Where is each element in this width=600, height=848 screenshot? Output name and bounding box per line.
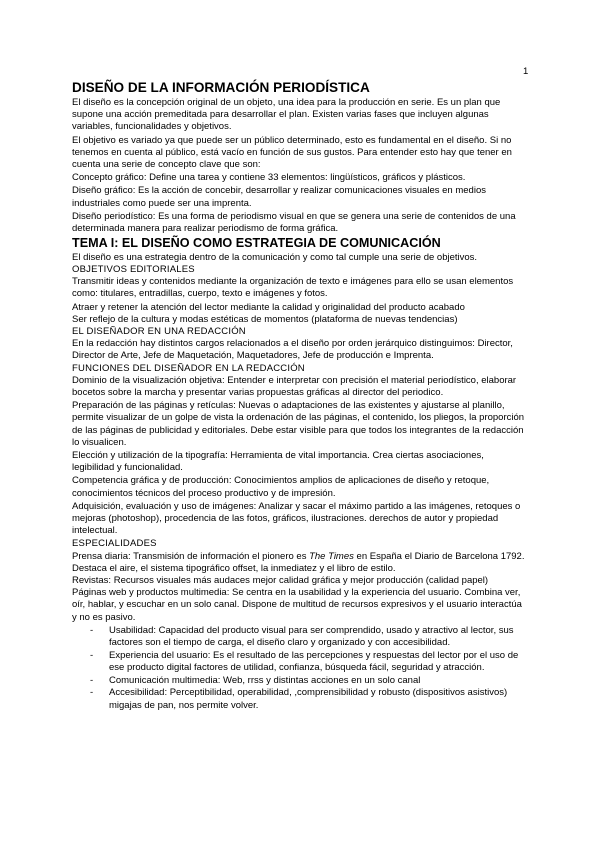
especialidad-paginas-web: Páginas web y productos multimedia: Se centra en la usabilidad y la experiencia del usuario. Combina ver, oír, hablar, y escuchar en un solo canal. Dispone de multitud de recursos expresivos y el usuario interactúa y no es pasivo. — [72, 587, 522, 623]
section-title-tema-1: TEMA I: EL DISEÑO COMO ESTRATEGIA DE COMUNICACIÓN — [72, 236, 441, 251]
bullet-list — [72, 625, 528, 712]
funcion-item: Elección y utilización de la tipografía: Herramienta de vital importancia. Crea ciertas asociaciones, legibilidad y funcionalidad. — [72, 449, 484, 474]
document-title: DISEÑO DE LA INFORMACIÓN PERIODÍSTICA — [72, 80, 370, 95]
funcion-item: Preparación de las páginas y retículas: Nuevas o adaptaciones de las existentes y ajustarse al planillo, permite visualizar de un golpe de vista la ordenación de las páginas, el contenido, los pliegos, la proporción de las páginas de publicidad y editoriales. Debe estar visible para que todos los integrantes de la redacción lo visualicen. — [72, 400, 525, 448]
redaccion-paragraph: En la redacción hay distintos cargos relacionados a el diseño por orden jerárquico distinguimos: Director, Director de Arte, Jefe de Maquetación, Maquetadores, Jefe de producción e Imprenta. — [72, 338, 513, 362]
prensa-newspaper-name: The Times — [309, 550, 354, 562]
tema-intro: El diseño es una estrategia dentro de la comunicación y como tal cumple una serie de objetivos. — [72, 251, 478, 263]
bullet-text: Usabilidad: Capacidad del producto visual para ser comprendido, usado y atractivo al lector, sus factores son el tiempo de carga, el diseño claro y organizado y con accesibilidad. — [109, 624, 514, 649]
bullet-text: Accesibilidad: Perceptibilidad, operabilidad, ,comprensibilidad y robusto (dispositivos asistivos) migajas de pan, nos permite volver. — [109, 687, 508, 711]
definition-diseno-grafico: Diseño gráfico: Es la acción de concebir, desarrollar y realizar comunicaciones visuales en medios industriales como puede ser una imprenta. — [72, 185, 486, 209]
intro-paragraph: El objetivo es variado ya que puede ser un público determinado, esto es fundamental en el diseño. Si no tenemos en cuenta al público, está vacío en función de sus gustos. Para entender esto hay que tener en cuenta una serie de concepto clave que son: — [72, 134, 512, 171]
prensa-text-before: Prensa diaria: Transmisión de información el pionero es — [72, 550, 310, 562]
definition-diseno-periodistico: Diseño periodístico: Es una forma de periodismo visual en que se genera una serie de contenidos de una determinada manera para realizar periodismo de forma gráfica. — [72, 210, 516, 235]
heading-especialidades: ESPECIALIDADES — [72, 538, 157, 550]
prensa-text-after: en España el Diario de Barcelona 1792. Destaca el aire, el sistema tipográfico offset, la inmediatez y el libro de estilo. — [72, 550, 525, 574]
especialidad-revistas: Revistas: Recursos visuales más audaces mejor calidad gráfica y mejor producción (calidad papel) — [72, 575, 489, 587]
bullet-item — [72, 675, 528, 687]
bullet-item — [72, 687, 528, 711]
objetivo-item: Transmitir ideas y contenidos mediante la organización de texto e imágenes para ello se usan elementos como: titulares, entradillas, cuerpo, texto e imágenes y fotos. — [72, 276, 514, 300]
page-number: 1 — [523, 66, 529, 77]
bullet-marker: - — [90, 649, 94, 661]
bullet-marker: - — [90, 624, 94, 636]
funcion-item: Dominio de la visualización objetiva: Entender e interpretar con precisión el material periodístico, elaborar bocetos sobre la marcha y presentar varias propuestas gráficas al director del periodico. — [72, 374, 517, 398]
bullet-item — [72, 625, 528, 649]
bullet-text: Experiencia del usuario: Es el resultado de las percepciones y respuestas del lector por el uso de ese producto digital factores de utilidad, confianza, búsqueda fácil, seguridad y atracción. — [109, 649, 519, 673]
intro-paragraph: El diseño es la concepción original de un objeto, una idea para la producción en serie. Es un plan que supone una acción premeditada para desarrollar el plan. Existen varias fases que incluyen algunas variables, funcionalidades y objetivos. — [72, 97, 501, 133]
objetivo-item: Atraer y retener la atención del lector mediante la calidad y originalidad del producto acabado — [72, 301, 465, 313]
especialidad-prensa-diaria — [72, 551, 528, 575]
funcion-item: Competencia gráfica y de producción: Conocimientos amplios de aplicaciones de diseño y retoque, conocimientos técnicos del proceso productivo y de impresión. — [72, 475, 490, 499]
heading-disenador-redaccion: EL DISEÑADOR EN UNA REDACCIÓN — [72, 325, 246, 337]
heading-funciones-disenador: FUNCIONES DEL DISEÑADOR EN LA REDACCIÓN — [72, 362, 305, 374]
bullet-marker: - — [90, 687, 94, 699]
bullet-item — [72, 650, 528, 674]
funcion-item: Adquisición, evaluación y uso de imágenes: Analizar y sacar el máximo partido a las imágenes, retoques o mejoras (photoshop), procedencia de las fotos, gráficos, ilustraciones. derechos de autor y propiedad intelectual. — [72, 500, 521, 537]
bullet-marker: - — [90, 674, 94, 686]
heading-objetivos-editoriales: OBJETIVOS EDITORIALES — [72, 263, 195, 275]
bullet-text: Comunicación multimedia: Web, rrss y distintas acciones en un solo canal — [109, 674, 421, 686]
objetivo-item: Ser reflejo de la cultura y modas estéticas de momentos (plataforma de nuevas tendencias) — [72, 313, 458, 325]
definition-concepto-grafico: Concepto gráfico: Define una tarea y contiene 33 elementos: lingüísticos, gráficos y plásticos. — [72, 172, 466, 184]
document-body — [72, 79, 528, 712]
